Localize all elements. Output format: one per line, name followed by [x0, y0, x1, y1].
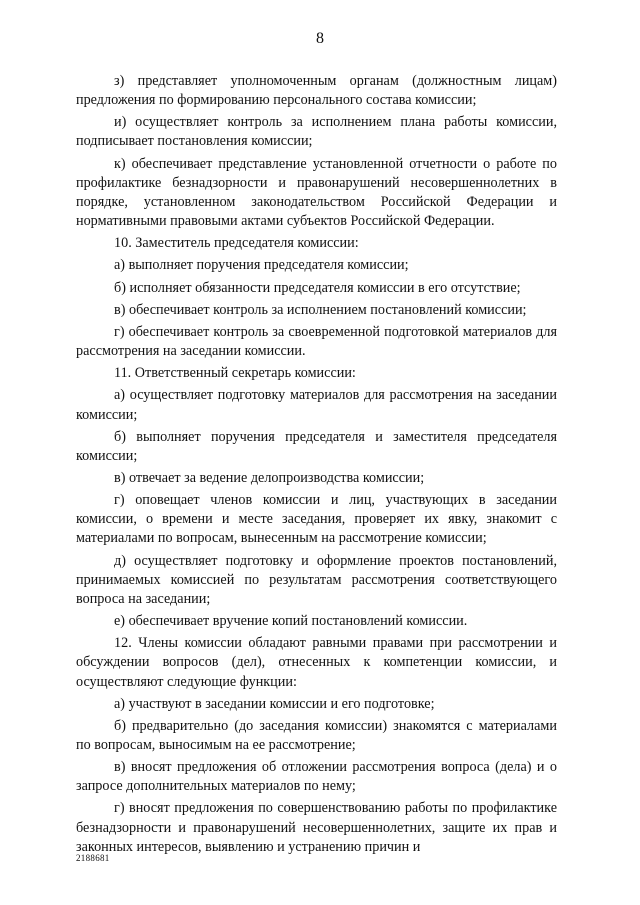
page-number: 8 — [316, 30, 324, 47]
section-11-item-d: д) осуществляет подготовку и оформление проектов постановлений, принимаемых комиссией по результатам рассмотрения соответствующего вопроса на заседании; — [76, 552, 557, 607]
section-10-item-g: г) обеспечивает контроль за своевременной подготовкой материалов для рассмотрения на заседании комиссии. — [76, 323, 557, 360]
section-11-item-b: б) выполняет поручения председателя и заместителя председателя комиссии; — [76, 428, 557, 464]
section-10-item-a: а) выполняет поручения председателя комиссии; — [114, 257, 409, 274]
section-12-item-b: б) предварительно (до заседания комиссии) знакомятся с материалами по вопросам, выносимым на ее рассмотрение; — [76, 717, 557, 753]
document-id: 2188681 — [76, 853, 110, 863]
paragraph-k: к) обеспечивает представление установленной отчетности о работе по профилактике безнадзорности и правонарушений несовершеннолетних в порядке, установленном законодательством Российской Федерации и нормативными правовыми актами субъектов Российской Федерации. — [76, 155, 557, 230]
section-12-item-v: в) вносят предложения об отложении рассмотрения вопроса (дела) и о запросе дополнительных материалов по нему; — [76, 759, 557, 795]
paragraph-z: з) представляет уполномоченным органам (должностным лицам) предложения по формированию персонального состава комиссии; — [76, 73, 557, 109]
section-11-item-g: г) оповещает членов комиссии и лиц, участвующих в заседании комиссии, о времени и месте заседания, проверяет их явку, знакомит с материалами по вопросам, вынесенным на рассмотрение комиссии; — [76, 492, 557, 547]
section-10-item-v: в) обеспечивает контроль за исполнением постановлений комиссии; — [114, 301, 527, 318]
section-11-item-v: в) отвечает за ведение делопроизводства комиссии; — [114, 469, 425, 486]
document-body — [76, 72, 557, 860]
section-12-heading: 12. Члены комиссии обладают равными правами при рассмотрении и обсуждении вопросов (дел), отнесенных к компетенции комиссии, и осуществляют следующие функции: — [76, 635, 557, 690]
section-12-item-a: а) участвуют в заседании комиссии и его подготовке; — [114, 695, 435, 712]
section-11-item-e: е) обеспечивает вручение копий постановлений комиссии. — [114, 613, 468, 630]
section-11-heading: 11. Ответственный секретарь комиссии: — [114, 365, 356, 382]
section-10-heading: 10. Заместитель председателя комиссии: — [114, 235, 359, 252]
section-10-item-b: б) исполняет обязанности председателя комиссии в его отсутствие; — [114, 279, 521, 296]
paragraph-i: и) осуществляет контроль за исполнением плана работы комиссии, подписывает постановления комиссии; — [76, 114, 557, 150]
section-11-item-a: а) осуществляет подготовку материалов для рассмотрения на заседании комиссии; — [76, 387, 557, 423]
section-12-item-g: г) вносят предложения по совершенствованию работы по профилактике безнадзорности и правонарушений несовершеннолетних, защите их прав и законных интересов, выявлению и устранению причин и — [76, 800, 557, 855]
